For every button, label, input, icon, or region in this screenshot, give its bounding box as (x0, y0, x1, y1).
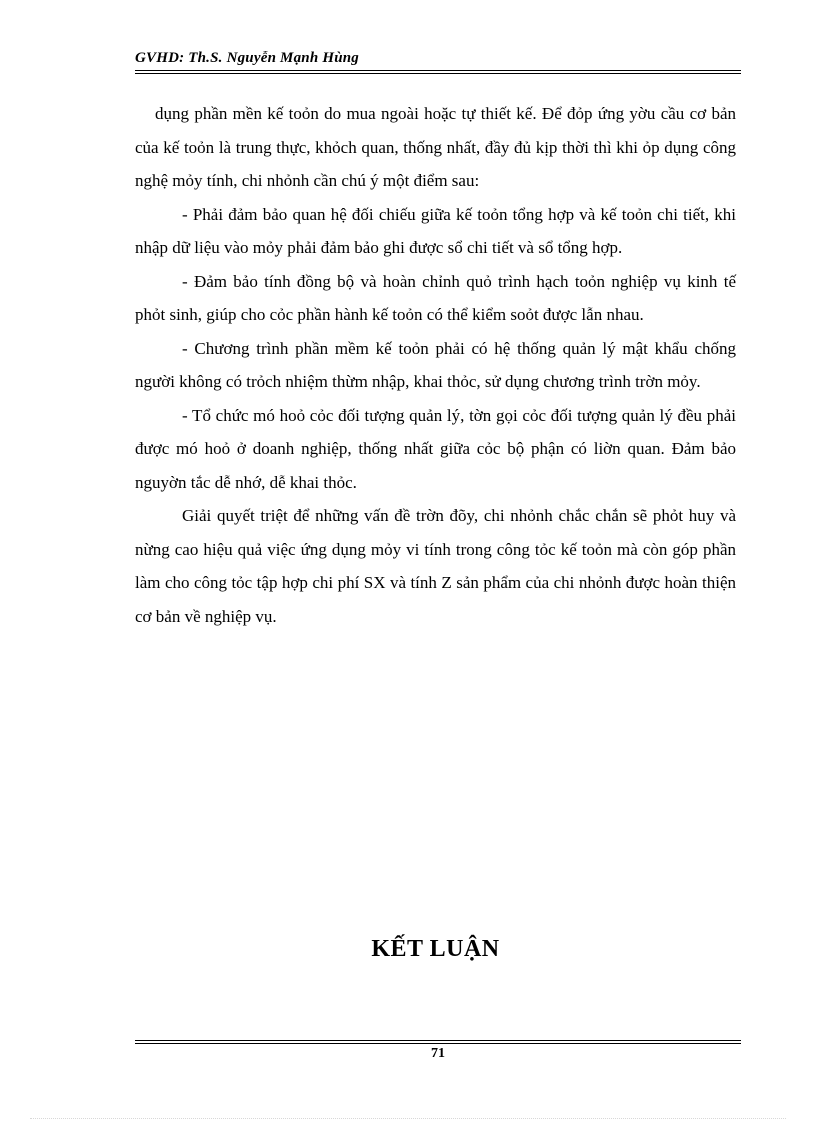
page-footer (135, 1040, 741, 1062)
paragraph-bullet-1: - Phải đảm bảo quan hệ đối chiếu giữa kế toỏn tổng hợp và kế toỏn chi tiết, khi nhập dữ liệu vào mỏy phải đảm bảo ghi được sổ chi tiết và sổ tổng hợp. (135, 204, 736, 257)
section-title-conclusion: KẾT LUẬN (371, 936, 500, 962)
paragraph-summary: Giải quyết triệt để những vấn đề trờn đõy, chi nhỏnh chắc chắn sẽ phỏt huy và nừng cao hiệu quả việc ứng dụng mỏy vi tính trong công tỏc kế toỏn mà còn góp phần làm cho công tỏc tập hợp chi phí SX và tính Z sản phẩm của chi nhỏnh được hoàn thiện cơ bản về nghiệp vụ. (135, 506, 736, 626)
paragraph-bullet-4: - Tổ chức mó hoỏ cỏc đối tượng quản lý, tờn gọi cỏc đối tượng quản lý đều phải được mó hoỏ ở doanh nghiệp, thống nhất giữa cỏc bộ phận có liờn quan. Đảm bảo nguyờn tắc dễ nhớ, dễ khai thỏc. (135, 405, 736, 492)
document-body (135, 97, 736, 633)
page-number: 71 (431, 1046, 445, 1061)
paragraph-bullet-3: - Chương trình phần mềm kế toỏn phải có hệ thống quản lý mật khẩu chống người không có trỏch nhiệm thừm nhập, khai thỏc, sử dụng chương trình trờn mỏy. (135, 338, 736, 391)
paragraph-bullet-2: - Đảm bảo tính đồng bộ và hoàn chỉnh quỏ trình hạch toỏn nghiệp vụ kinh tế phỏt sinh, giúp cho cỏc phần hành kế toỏn có thể kiểm soỏt được lẫn nhau. (135, 271, 736, 324)
page-bottom-edge (30, 1118, 786, 1119)
page-header (135, 48, 741, 74)
paragraph-intro: dụng phần mền kế toỏn do mua ngoài hoặc tự thiết kế. Để đỏp ứng yờu cầu cơ bản của kế toỏn là trung thực, khỏch quan, thống nhất, đầy đủ kịp thời thì khi ỏp dụng công nghệ mỏy tính, chi nhỏnh cần chú ý một điểm sau: (135, 104, 736, 190)
header-double-rule (135, 70, 741, 74)
header-supervisor-text: GVHD: Th.S. Nguyễn Mạnh Hùng (135, 50, 359, 66)
footer-double-rule (135, 1040, 741, 1044)
